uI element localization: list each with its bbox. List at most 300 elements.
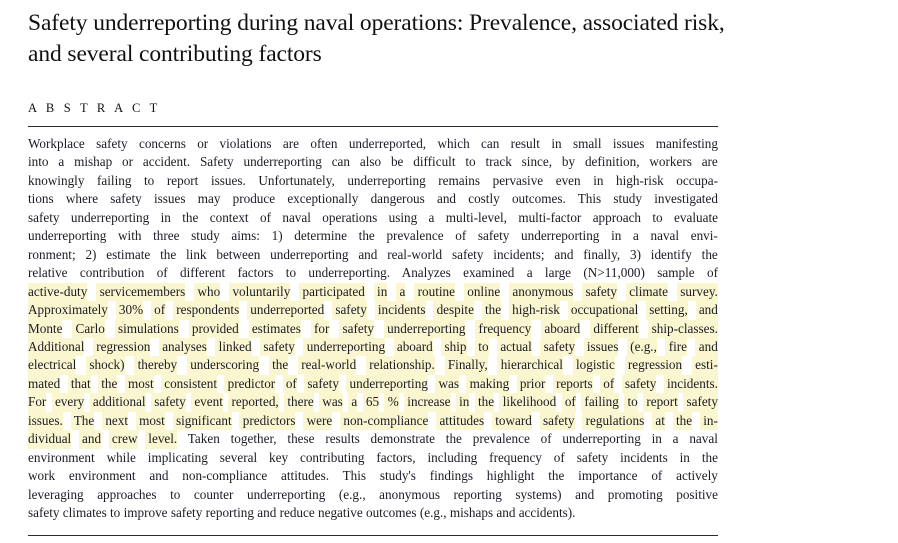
- abstract-text: issues: [609, 136, 645, 151]
- highlighted-text: that: [68, 375, 91, 393]
- highlighted-text: the: [98, 375, 117, 393]
- abstract-text: non-compliance: [178, 468, 268, 484]
- highlighted-text: failing: [581, 393, 619, 411]
- abstract-line: [28, 172, 718, 190]
- abstract-text: produce: [229, 191, 276, 207]
- highlighted-text: was: [319, 393, 343, 411]
- highlighted-text: (e.g.,: [627, 338, 657, 356]
- highlighted-text: linked: [215, 338, 251, 356]
- abstract-text: prevalence: [383, 228, 444, 244]
- abstract-text: in: [607, 228, 622, 244]
- highlighted-text: in: [456, 393, 470, 411]
- abstract-line: [28, 264, 718, 282]
- abstract-text: underreporting: [266, 246, 349, 262]
- abstract-text: link: [182, 246, 207, 262]
- abstract-text: manifesting: [652, 136, 718, 151]
- highlighted-text: hierarchical: [497, 356, 563, 374]
- abstract-text: difficult: [409, 154, 456, 170]
- abstract-text: Unfortunately,: [255, 172, 335, 188]
- highlighted-text: incidents: [375, 301, 426, 319]
- abstract-text: underreporting: [240, 154, 322, 170]
- abstract-line: [28, 467, 718, 485]
- highlighted-text: climate: [626, 283, 668, 301]
- highlighted-text: underreported: [247, 301, 324, 319]
- abstract-text: environment: [28, 449, 95, 465]
- abstract-line: [28, 209, 718, 227]
- highlighted-text: and: [79, 430, 101, 448]
- abstract-text: while: [103, 449, 136, 465]
- abstract-text: approaches: [93, 486, 157, 502]
- abstract-text: leveraging: [28, 486, 84, 502]
- abstract-text: and: [433, 191, 457, 207]
- abstract-text: with: [114, 228, 142, 244]
- abstract-text: a: [523, 265, 533, 281]
- abstract-line: [28, 449, 718, 467]
- highlighted-text: additional: [90, 393, 146, 411]
- highlighted-text: aboard: [541, 320, 580, 338]
- abstract-text: report: [163, 172, 199, 188]
- highlighted-text: who: [194, 283, 220, 301]
- title-line-1: Safety underreporting during naval operations: Prevalence, associated risk,: [28, 10, 725, 36]
- highlighted-text: survey.: [677, 283, 718, 301]
- abstract-text: high-risk: [612, 172, 664, 188]
- abstract-text: to: [140, 172, 155, 188]
- abstract-text: are: [279, 136, 300, 151]
- abstract-text: underreporting: [28, 228, 107, 244]
- abstract-text: naval: [279, 209, 311, 225]
- abstract-text: which: [434, 136, 470, 151]
- highlighted-text: safety: [332, 301, 367, 319]
- abstract-line: [28, 283, 718, 301]
- abstract-line: [28, 412, 718, 430]
- abstract-text: work: [28, 468, 56, 484]
- abstract-text: underreporting: [517, 228, 600, 244]
- highlighted-text: fire: [665, 338, 687, 356]
- abstract-text: large: [541, 265, 572, 281]
- abstract-text: between: [213, 246, 261, 262]
- highlighted-text: different: [590, 320, 638, 338]
- highlighted-text: underscoring: [187, 356, 259, 374]
- abstract-text: occupa-: [672, 172, 718, 188]
- abstract-text: safety climates to improve safety reporting and reduce negative outcomes (e.g., mishaps and accidents).: [28, 505, 576, 521]
- highlighted-text: predictors: [239, 412, 295, 430]
- abstract-text: 2): [82, 246, 97, 262]
- abstract-text: approach: [589, 209, 642, 225]
- highlighted-text: attitudes: [436, 412, 484, 430]
- highlighted-text: were: [303, 412, 332, 430]
- abstract-text: can: [477, 136, 500, 151]
- abstract-text: multi-level,: [442, 209, 507, 225]
- abstract-text: results: [322, 431, 360, 447]
- abstract-text: of: [537, 431, 552, 447]
- abstract-text: or: [193, 136, 209, 151]
- abstract-text: issues.: [207, 172, 246, 188]
- highlighted-text: dividual: [28, 430, 71, 448]
- highlighted-text: the: [673, 412, 692, 430]
- highlighted-text: Monte: [28, 320, 62, 338]
- abstract-text: together,: [227, 431, 277, 447]
- abstract-text: by: [558, 154, 576, 170]
- abstract-text: finally,: [579, 246, 621, 262]
- abstract-text: incidents: [616, 449, 668, 465]
- abstract-text: operations: [318, 209, 378, 225]
- highlighted-text: in-: [700, 412, 718, 430]
- highlighted-text: increase: [404, 393, 451, 411]
- highlighted-text: of: [562, 393, 576, 411]
- abstract-text: safety: [448, 246, 484, 262]
- abstract-text: of: [648, 468, 663, 484]
- abstract-text: real-world: [383, 246, 443, 262]
- abstract-line: [28, 504, 718, 522]
- abstract-line: [28, 375, 718, 393]
- abstract-text: since,: [518, 154, 553, 170]
- highlighted-text: 65: [363, 393, 379, 411]
- abstract-text: implicating: [144, 449, 208, 465]
- abstract-text: Safety: [196, 154, 234, 170]
- abstract-text: systems): [512, 486, 562, 502]
- highlighted-text: Approximately: [28, 301, 108, 319]
- abstract-text: a: [55, 154, 65, 170]
- abstract-text: of: [451, 228, 467, 244]
- abstract-line: [28, 486, 718, 504]
- highlighted-text: crew: [109, 430, 138, 448]
- abstract-text: to: [649, 209, 663, 225]
- highlighted-text: significant: [173, 412, 232, 430]
- abstract-text: the: [698, 246, 718, 262]
- highlighted-text: logistic: [573, 356, 615, 374]
- highlighted-text: anonymous: [509, 283, 573, 301]
- abstract-text: factors,: [373, 449, 416, 465]
- title-line-2: and several contributing factors: [28, 41, 322, 67]
- highlighted-text: prior: [517, 375, 546, 393]
- highlighted-text: servicemembers: [96, 283, 185, 301]
- abstract-text: or: [118, 154, 134, 170]
- abstract-text: track: [482, 154, 512, 170]
- highlighted-text: provided: [189, 320, 239, 338]
- highlighted-text: aboard: [394, 338, 433, 356]
- abstract-heading: A B S T R A C T: [28, 101, 161, 115]
- highlighted-text: mated: [28, 375, 60, 393]
- abstract-bottom-divider: [28, 535, 718, 536]
- abstract-text: even: [552, 172, 581, 188]
- abstract-text: identify: [647, 246, 692, 262]
- abstract-text: This: [574, 191, 602, 207]
- abstract-body-text: [28, 135, 718, 523]
- abstract-text: of: [256, 209, 271, 225]
- abstract-line: [28, 190, 718, 208]
- highlighted-text: simulations: [115, 320, 179, 338]
- highlighted-text: the: [482, 301, 501, 319]
- highlighted-text: participated: [299, 283, 365, 301]
- highlighted-text: underreporting: [303, 338, 385, 356]
- abstract-text: investigated: [650, 191, 718, 207]
- abstract-text: knowingly: [28, 172, 85, 188]
- abstract-text: the: [442, 431, 462, 447]
- abstract-line: [28, 393, 718, 411]
- abstract-text: naval: [647, 228, 680, 244]
- highlighted-text: was: [435, 375, 459, 393]
- abstract-text: underreporting: [559, 431, 641, 447]
- highlighted-text: issues.: [28, 412, 63, 430]
- abstract-text: in: [157, 209, 171, 225]
- highlighted-text: safety: [582, 283, 617, 301]
- abstract-text: underreporting: [344, 172, 426, 188]
- abstract-text: study: [187, 228, 220, 244]
- highlighted-text: routine: [414, 283, 455, 301]
- abstract-text: tions: [28, 191, 54, 207]
- abstract-line: [28, 246, 718, 264]
- highlighted-text: and: [696, 301, 718, 319]
- abstract-text: underreported,: [345, 136, 427, 151]
- abstract-text: dangerous: [367, 191, 425, 207]
- abstract-text: into: [28, 154, 49, 170]
- abstract-text: of: [550, 449, 565, 465]
- abstract-text: workers: [646, 154, 692, 170]
- highlighted-text: of: [600, 375, 614, 393]
- highlighted-text: actual: [497, 338, 532, 356]
- abstract-text: outcomes.: [508, 191, 566, 207]
- abstract-text: multi-factor: [515, 209, 582, 225]
- abstract-text: ronment;: [28, 246, 76, 262]
- abstract-text: incidents;: [489, 246, 545, 262]
- abstract-top-divider: [28, 126, 718, 127]
- abstract-text: This: [339, 468, 367, 484]
- highlighted-text: level.: [145, 430, 177, 448]
- highlighted-text: electrical: [28, 356, 76, 374]
- abstract-text: frequency: [485, 449, 542, 465]
- abstract-text: counter: [190, 486, 234, 502]
- highlighted-text: a: [348, 393, 357, 411]
- abstract-text: study: [610, 191, 642, 207]
- abstract-text: violations: [216, 136, 272, 151]
- highlighted-text: likelihood: [499, 393, 556, 411]
- highlighted-text: and: [695, 338, 717, 356]
- abstract-text: estimate: [102, 246, 151, 262]
- highlighted-text: voluntarily: [229, 283, 290, 301]
- abstract-text: using: [385, 209, 418, 225]
- highlighted-text: incidents.: [664, 375, 718, 393]
- abstract-line: [28, 227, 718, 245]
- abstract-text: three: [149, 228, 180, 244]
- abstract-text: and: [551, 246, 574, 262]
- abstract-text: importance: [574, 468, 638, 484]
- abstract-text: demonstrate: [367, 431, 435, 447]
- abstract-text: may: [194, 191, 221, 207]
- abstract-text: remains: [434, 172, 481, 188]
- abstract-text: Workplace: [28, 136, 85, 151]
- highlighted-text: making: [466, 375, 509, 393]
- abstract-text: examined: [459, 265, 515, 281]
- highlighted-text: esti-: [692, 356, 718, 374]
- abstract-text: environment: [65, 468, 136, 484]
- abstract-line: [28, 301, 718, 319]
- highlighted-text: toward: [492, 412, 532, 430]
- highlighted-text: underreporting: [384, 320, 466, 338]
- abstract-text: to: [166, 486, 181, 502]
- highlighted-text: the: [269, 356, 288, 374]
- highlighted-text: Finally,: [445, 356, 488, 374]
- highlighted-text: most: [125, 375, 154, 393]
- highlighted-text: real-world: [298, 356, 356, 374]
- abstract-text: pervasive: [489, 172, 544, 188]
- highlighted-text: shock): [86, 356, 124, 374]
- abstract-text: accident.: [139, 154, 191, 170]
- abstract-text: attitudes.: [277, 468, 329, 484]
- highlighted-text: frequency: [475, 320, 531, 338]
- abstract-line: [28, 430, 718, 448]
- abstract-text: including: [424, 449, 478, 465]
- abstract-line: [28, 338, 718, 356]
- abstract-text: underreporting.: [305, 265, 391, 281]
- highlighted-text: safety: [683, 393, 718, 411]
- highlighted-text: there: [284, 393, 314, 411]
- highlighted-text: online: [464, 283, 500, 301]
- highlighted-text: 30%: [116, 301, 143, 319]
- highlighted-text: For: [28, 393, 46, 411]
- highlighted-text: consistent: [161, 375, 217, 393]
- abstract-text: in: [589, 172, 604, 188]
- highlighted-text: reported,: [228, 393, 279, 411]
- abstract-text: in: [548, 136, 562, 151]
- abstract-text: of: [153, 265, 168, 281]
- abstract-text: the: [178, 209, 199, 225]
- abstract-line: [28, 320, 718, 338]
- abstract-text: be: [387, 154, 404, 170]
- abstract-text: also: [356, 154, 382, 170]
- abstract-text: 1): [268, 228, 283, 244]
- highlighted-text: safety: [260, 338, 295, 356]
- abstract-text: key: [265, 449, 289, 465]
- abstract-text: reporting: [450, 486, 502, 502]
- abstract-text: study's: [376, 468, 416, 484]
- abstract-text: prevalence: [469, 431, 530, 447]
- highlighted-text: estimates: [249, 320, 301, 338]
- abstract-line: [28, 356, 718, 374]
- highlighted-text: The: [71, 412, 95, 430]
- abstract-text: and: [146, 468, 169, 484]
- highlighted-text: analyses: [159, 338, 207, 356]
- abstract-text: the: [544, 468, 565, 484]
- abstract-text: the: [156, 246, 177, 262]
- abstract-text: positive: [672, 486, 718, 502]
- abstract-text: (N>11,000): [580, 265, 645, 281]
- abstract-text: to: [282, 265, 297, 281]
- highlighted-text: predictor: [224, 375, 275, 393]
- highlighted-text: relationship.: [366, 356, 435, 374]
- abstract-text: the: [698, 449, 718, 465]
- highlighted-text: setting,: [646, 301, 688, 319]
- highlighted-text: of: [283, 375, 297, 393]
- highlighted-text: of: [151, 301, 165, 319]
- highlighted-text: safety: [151, 393, 186, 411]
- highlighted-text: to: [624, 393, 638, 411]
- page-title: [28, 8, 870, 70]
- abstract-text: are: [698, 154, 718, 170]
- abstract-text: can: [328, 154, 351, 170]
- abstract-text: 3): [626, 246, 641, 262]
- abstract-text: underreporting: [67, 209, 150, 225]
- highlighted-text: a: [396, 283, 405, 301]
- highlighted-text: ship-classes.: [648, 320, 718, 338]
- highlighted-text: non-compliance: [340, 412, 428, 430]
- abstract-text: safety: [474, 228, 510, 244]
- abstract-text: in: [676, 449, 690, 465]
- abstract-text: promoting: [604, 486, 663, 502]
- abstract-text: to: [462, 154, 476, 170]
- abstract-text: a: [669, 431, 679, 447]
- highlighted-text: active-duty: [28, 283, 87, 301]
- highlighted-text: the: [475, 393, 494, 411]
- abstract-text: in: [648, 431, 662, 447]
- abstract-text: and: [355, 246, 378, 262]
- abstract-text: contribution: [76, 265, 145, 281]
- abstract-text: safety: [106, 191, 142, 207]
- abstract-text: small: [569, 136, 602, 151]
- abstract-line: [28, 153, 718, 171]
- abstract-text: the: [355, 228, 375, 244]
- abstract-section: [28, 100, 718, 523]
- abstract-text: often: [307, 136, 338, 151]
- highlighted-text: report: [643, 393, 678, 411]
- highlighted-text: Additional: [28, 338, 84, 356]
- abstract-text: and: [571, 486, 595, 502]
- highlighted-text: to: [475, 338, 489, 356]
- abstract-text: failing: [93, 172, 132, 188]
- abstract-text: naval: [686, 431, 718, 447]
- abstract-text: mishap: [70, 154, 113, 170]
- abstract-text: result: [507, 136, 540, 151]
- highlighted-text: issues: [584, 338, 619, 356]
- highlighted-text: for: [311, 320, 330, 338]
- abstract-text: aims:: [228, 228, 260, 244]
- abstract-text: findings: [426, 468, 473, 484]
- abstract-text: highlight: [483, 468, 535, 484]
- abstract-text: context: [206, 209, 249, 225]
- highlighted-text: safety: [540, 412, 575, 430]
- highlighted-text: safety: [339, 320, 374, 338]
- highlighted-text: safety: [622, 375, 657, 393]
- highlighted-text: Carlo: [72, 320, 105, 338]
- highlighted-text: high-risk: [509, 301, 560, 319]
- abstract-text: a: [425, 209, 435, 225]
- abstract-text: costly: [464, 191, 500, 207]
- highlighted-text: despite: [433, 301, 474, 319]
- abstract-text: of: [703, 265, 718, 281]
- highlighted-text: %: [384, 393, 398, 411]
- abstract-line: [28, 135, 718, 153]
- highlighted-text: event: [191, 393, 223, 411]
- abstract-text: different: [176, 265, 226, 281]
- abstract-text: factors: [234, 265, 274, 281]
- abstract-text: safety: [28, 209, 60, 225]
- highlighted-text: at: [652, 412, 665, 430]
- abstract-text: a: [629, 228, 639, 244]
- abstract-text: concerns: [135, 136, 186, 151]
- highlighted-text: safety: [304, 375, 339, 393]
- highlighted-text: regression: [93, 338, 151, 356]
- abstract-text: anonymous: [375, 486, 440, 502]
- abstract-text: Analyzes: [399, 265, 451, 281]
- abstract-text: these: [284, 431, 315, 447]
- abstract-text: definition,: [581, 154, 640, 170]
- abstract-text: several: [216, 449, 258, 465]
- abstract-text: (e.g.,: [335, 486, 366, 502]
- abstract-text: envi-: [687, 228, 718, 244]
- highlighted-text: reports: [553, 375, 593, 393]
- abstract-text: issues: [150, 191, 186, 207]
- abstract-text: determine: [290, 228, 348, 244]
- abstract-text: sample: [653, 265, 695, 281]
